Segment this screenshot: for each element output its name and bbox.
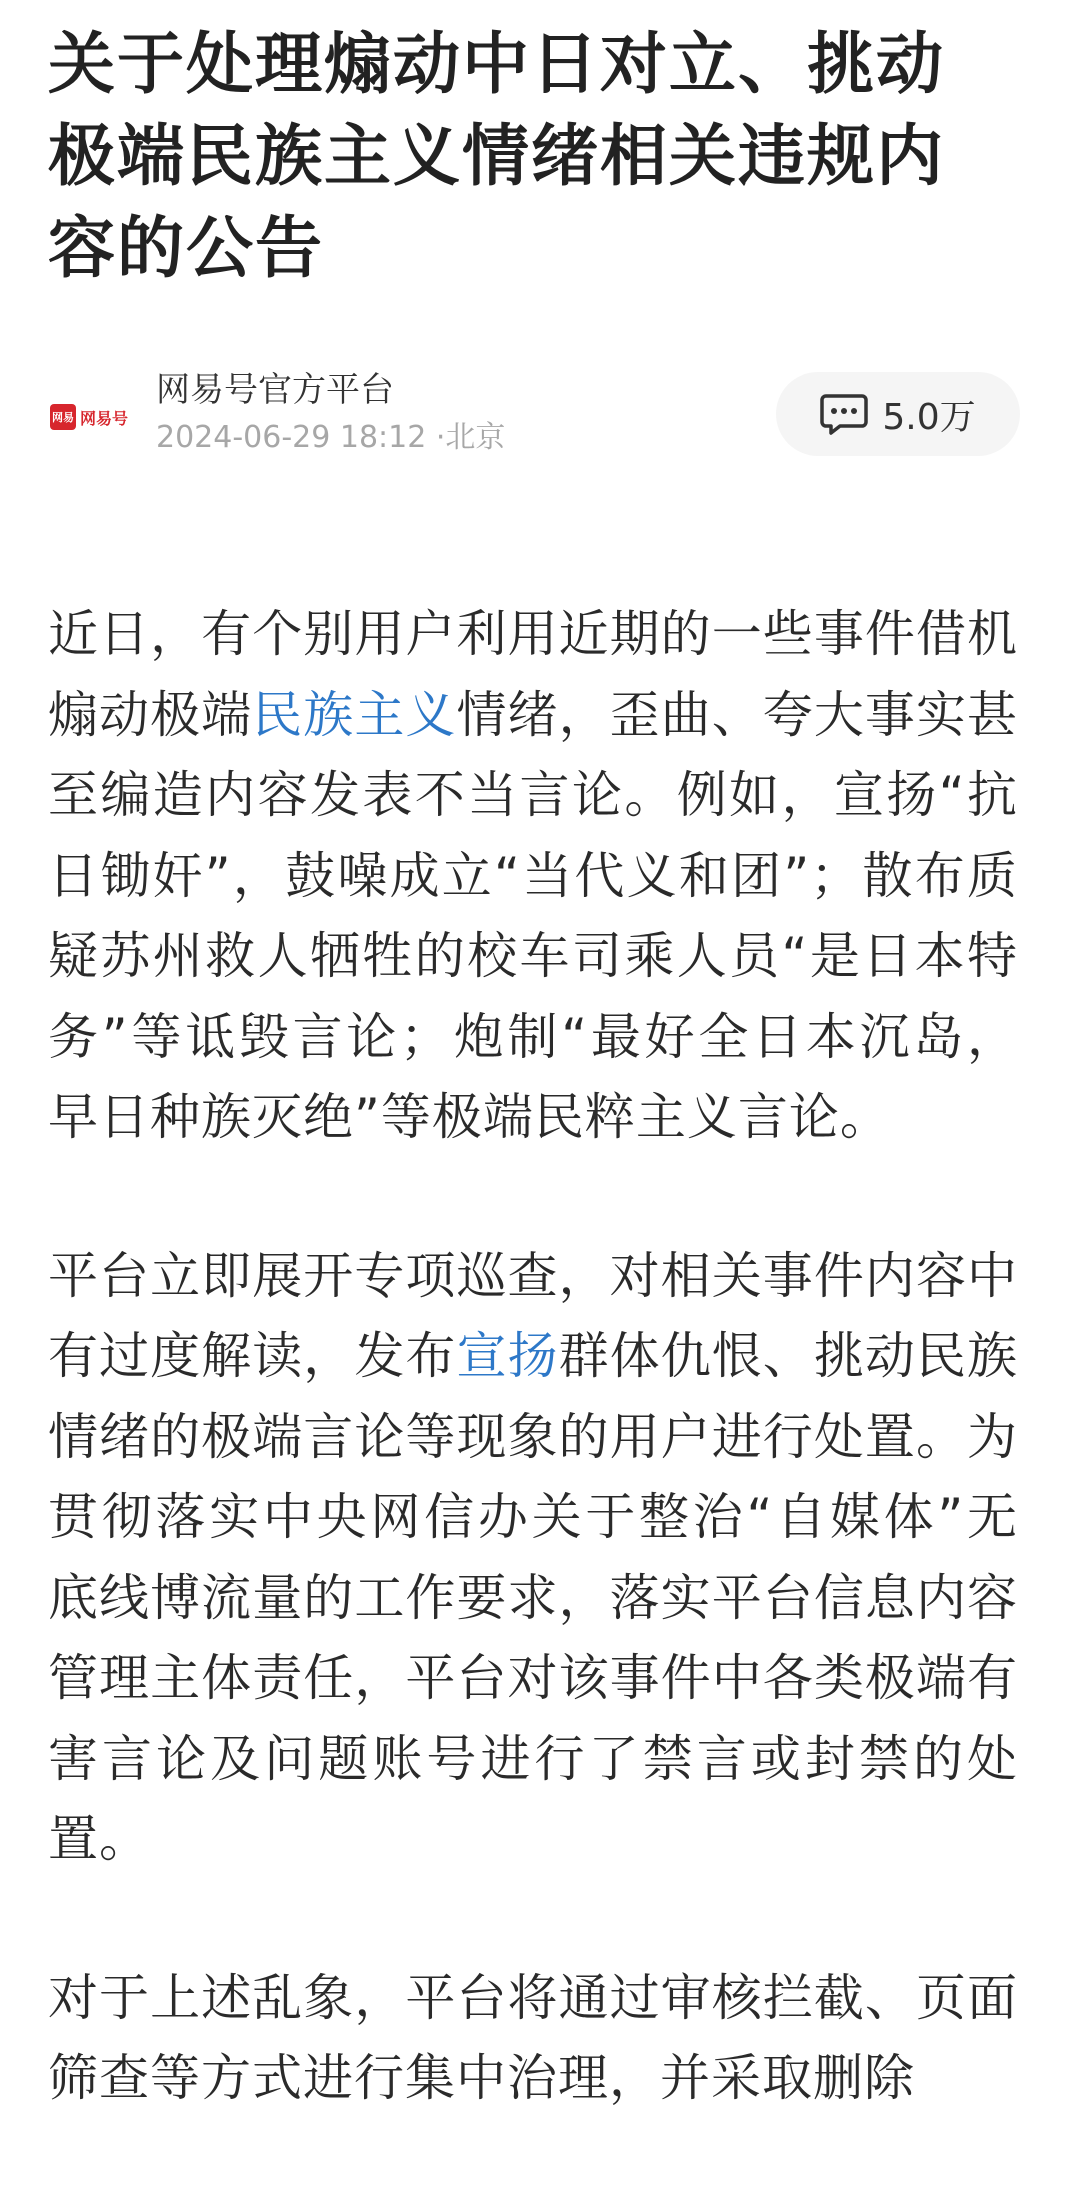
netease-logo-icon: 网易 [50,404,76,430]
source-logo[interactable] [50,404,138,430]
paragraph-text: 情绪，歪曲、夸大事实甚至编造内容发表不当言论。例如，宣扬“抗日锄奸”，鼓噪成立“当代义和团”；散布质疑苏州救人牺牲的校车司乘人员“是日本特务”等诋毁言论；炮制“最好全日本沉岛，早日种族灭绝”等极端民粹主义言论。 [48,685,1019,1146]
speech-bubble-icon [820,393,868,435]
paragraph-text: 近日，有个别用户利用近期的一些事件借机煽动极端 [48,605,1018,744]
paragraph-1 [48,594,1018,1158]
keyword-link[interactable]: 宣扬 [456,1327,559,1385]
author-name[interactable]: 网易号官方平台 [156,370,394,410]
logo-text: 网易号 [80,408,129,428]
keyword-link[interactable]: 民族主义 [252,685,457,744]
paragraph-text: 群体仇恨、挑动民族情绪的极端言论等现象的用户进行处置。为贯彻落实中央网信办关于整治“自媒体”无底线博流量的工作要求，落实平台信息内容管理主体责任，平台对该事件中各类极端有害言论及问题账号进行了禁言或封禁的处置。 [48,1327,1019,1868]
publish-info [156,418,505,458]
article-title: 关于处理煽动中日对立、挑动极端民族主义情绪相关违规内容的公告 [48,25,945,287]
paragraph-2 [48,1236,1018,1880]
comment-count: 5.0万 [882,396,976,438]
publish-location: ·北京 [435,420,506,455]
article-body [48,594,1018,2197]
paragraph-3 [48,1958,1018,2119]
paragraph-text: 平台立即展开专项巡查，对相关事件内容中有过度解读，发布 [48,1246,1018,1385]
comment-button[interactable] [776,372,1020,456]
paragraph-text: 对于上述乱象，平台将通过审核拦截、页面筛查等方式进行集中治理，并采取删除 [48,1968,1018,2107]
article-meta [48,368,1018,468]
publish-datetime: 2024-06-29 18:12 [156,420,427,455]
